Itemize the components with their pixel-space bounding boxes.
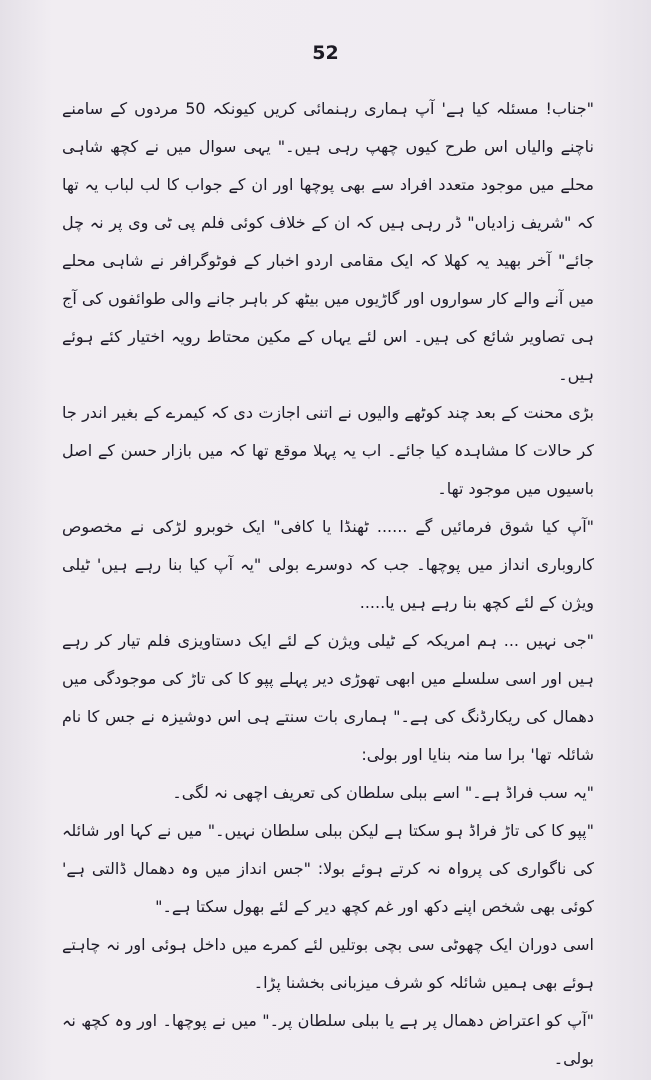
paragraph-2: بڑی محنت کے بعد چند کوٹھے والیوں نے اتنی اجازت دی کہ کیمرے کے بغیر اندر جا کر حالات کا مشاہدہ کیا جائے۔ اب یہ پہلا موقع تھا کہ میں بازار حسن کے اصل باسیوں میں موجود تھا۔ [62,403,594,498]
paragraph-6: "پپو کا کی تاڑ فراڈ ہو سکتا ہے لیکن ببلی سلطان نہیں۔" میں نے کہا اور شائلہ کی ناگواری کی پرواہ نہ کرتے ہوئے بولا: "جس انداز میں وہ دھمال ڈالتی ہے' کوئی بھی شخص اپنے دکھ اور غم کچھ دیر کے لئے بھول سکتا ہے۔" [62,821,594,916]
paragraph-3: "آپ کیا شوق فرمائیں گے ...... ٹھنڈا یا کافی" ایک خوبرو لڑکی نے مخصوص کاروباری انداز میں پوچھا۔ جب کہ دوسرے بولی "یہ آپ کیا بنا رہے ہیں' ٹیلی ویژن کے لئے کچھ بنا رہے ہیں یا..... [62,517,594,612]
paragraph-8: "آپ کو اعتراض دھمال پر ہے یا ببلی سلطان پر۔" میں نے پوچھا۔ اور وہ کچھ نہ بولی۔ [62,1011,594,1068]
paragraph-5: "یہ سب فراڈ ہے۔" اسے ببلی سلطان کی تعریف اچھی نہ لگی۔ [172,783,594,802]
paragraph-1: "جناب! مسئلہ کیا ہے' آپ ہماری رہنمائی کریں کیونکہ 50 مردوں کے سامنے ناچنے والیاں اس طرح کیوں چھپ رہی ہیں۔" یہی سوال میں نے کچھ شاہی محلے میں موجود متعدد افراد سے بھی پوچھا اور ان کے جواب کا لب لباب یہ تھا کہ "شریف زادیاں" ڈر رہی ہیں کہ ان کے خلاف کوئی فلم پی ٹی وی پر نہ چل جائے" آخر بھید یہ کھلا کہ ایک مقامی اردو اخبار کے فوٹوگرافر نے شاہی محلے میں آنے والے کار سواروں اور گاڑیوں میں بیٹھ کر باہر جانے والی طوائفوں کی آج ہی تصاویر شائع کی ہیں۔ اس لئے یہاں کے مکین محتاط رویہ اختیار کئے ہوئے ہیں۔ [62,99,594,384]
page-number: 52 [312,42,339,64]
paragraph-7: اسی دوران ایک چھوٹی سی بچی بوتلیں لئے کمرے میں داخل ہوئی اور نہ چاہتے ہوئے بھی ہمیں شائلہ کو شرف میزبانی بخشنا پڑا۔ [62,935,594,992]
paragraph-4: "جی نہیں ... ہم امریکہ کے ٹیلی ویژن کے لئے ایک دستاویزی فلم تیار کر رہے ہیں اور اسی سلسلے میں ابھی تھوڑی دیر پہلے پپو کا کی تاڑ کی موجودگی میں دھمال کی ریکارڈنگ کی ہے۔" ہماری بات سنتے ہی اس دوشیزہ نے جس کا نام شائلہ تھا' برا سا منہ بنایا اور بولی: [62,631,594,764]
body-text [62,90,594,1078]
